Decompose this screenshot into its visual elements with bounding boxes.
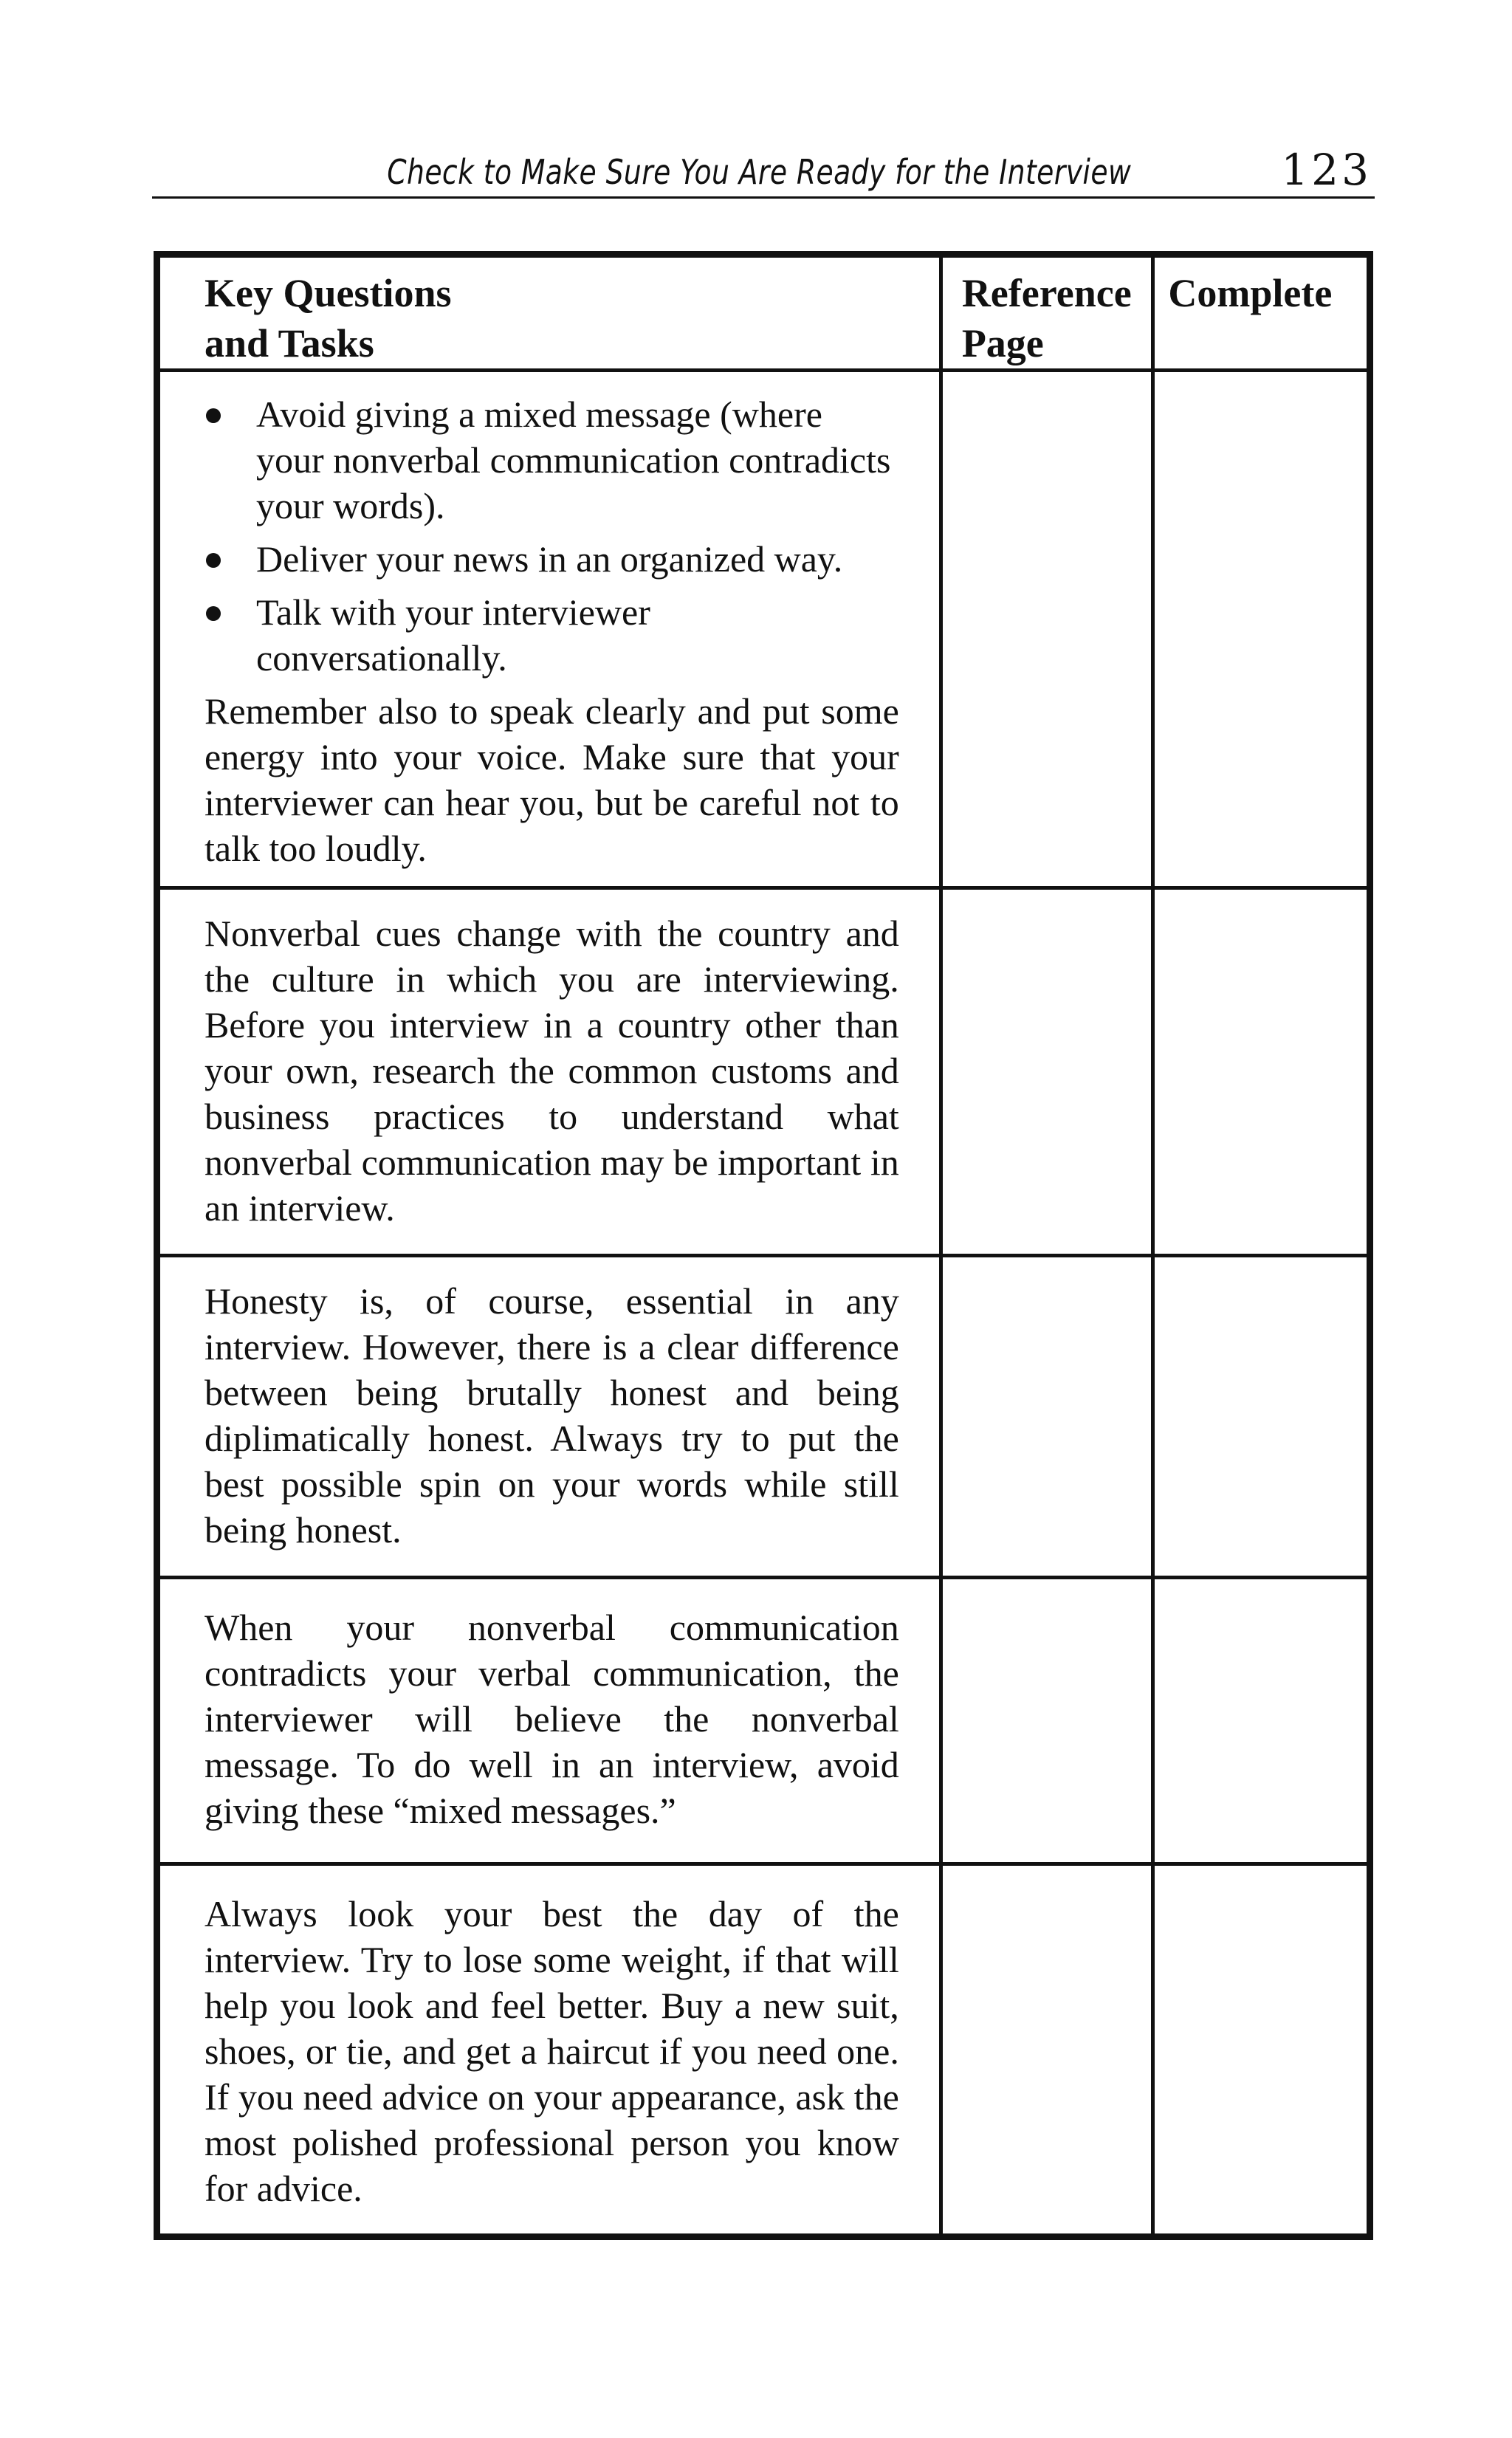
reference-page-cell[interactable] <box>941 1578 1153 1864</box>
bullet-icon <box>206 408 221 423</box>
key-task-cell <box>157 1578 941 1864</box>
key-task-cell <box>157 1256 941 1578</box>
key-task-text: Always look your best the day of the interview. Try to lose some weight, if that will help you look and feel better. Buy a new suit, shoes, or tie, and get a haircut if you need one. If you need advice on your appearance, ask the most polished professional person you know for advice. <box>205 1893 899 2209</box>
key-task-text: When your nonverbal communication contradicts your verbal communication, the interviewer will believe the nonverbal message. To do well in an interview, avoid giving these “mixed messages.” <box>205 1607 899 1831</box>
bullet-icon <box>206 553 221 568</box>
complete-cell[interactable] <box>1153 371 1370 888</box>
key-task-text: Nonverbal cues change with the country and the culture in which you are interviewing. Before you interview in a country other than your own, research the common customs and business practices to understand what nonverbal communication may be important in an interview. <box>205 913 899 1229</box>
running-title: Check to Make Sure You Are Ready for the Interview <box>387 152 1131 192</box>
reference-page-cell[interactable] <box>941 888 1153 1256</box>
column-header-key-line2: and Tasks <box>205 321 374 365</box>
column-header-reference-line2: Page <box>961 321 1044 365</box>
complete-cell[interactable] <box>1153 1864 1370 2237</box>
bullet-icon <box>206 606 221 621</box>
running-header <box>152 145 1375 199</box>
complete-cell[interactable] <box>1153 1256 1370 1578</box>
bullet-text: Talk with your interviewer conversationally. <box>256 591 650 679</box>
key-task-text: Remember also to speak clearly and put some energy into your voice. Make sure that your interviewer can hear you, but be careful not to talk too loudly. <box>205 690 899 869</box>
bullet-item <box>205 536 899 582</box>
column-header-key-questions <box>157 255 941 371</box>
bullet-item <box>205 589 899 681</box>
key-task-cell <box>157 1864 941 2237</box>
table-header-row <box>157 255 1370 371</box>
reference-page-cell[interactable] <box>941 371 1153 888</box>
table-row <box>157 1578 1370 1864</box>
column-header-reference-page <box>941 255 1153 371</box>
key-task-cell <box>157 371 941 888</box>
complete-cell[interactable] <box>1153 888 1370 1256</box>
complete-cell[interactable] <box>1153 1578 1370 1864</box>
page-number: 123 <box>1281 145 1372 195</box>
bullet-text: Deliver your news in an organized way. <box>256 538 843 580</box>
column-header-reference-line1: Reference <box>961 271 1132 315</box>
checklist-table <box>154 251 1373 2240</box>
column-header-key-line1: Key Questions <box>205 271 452 315</box>
key-task-cell <box>157 888 941 1256</box>
table-row <box>157 1256 1370 1578</box>
table-row <box>157 1864 1370 2237</box>
bullet-text: Avoid giving a mixed message (where your nonverbal communication contradicts your words). <box>256 394 891 526</box>
key-task-text: Honesty is, of course, essential in any interview. However, there is a clear difference between being brutally honest and being diplimatically honest. Always try to put the best possible spin on your words while still being honest. <box>205 1280 899 1551</box>
column-header-complete: Complete <box>1153 255 1370 371</box>
bullet-item <box>205 391 899 529</box>
reference-page-cell[interactable] <box>941 1864 1153 2237</box>
bullet-list <box>205 391 899 681</box>
table-row <box>157 888 1370 1256</box>
table-row <box>157 371 1370 888</box>
reference-page-cell[interactable] <box>941 1256 1153 1578</box>
